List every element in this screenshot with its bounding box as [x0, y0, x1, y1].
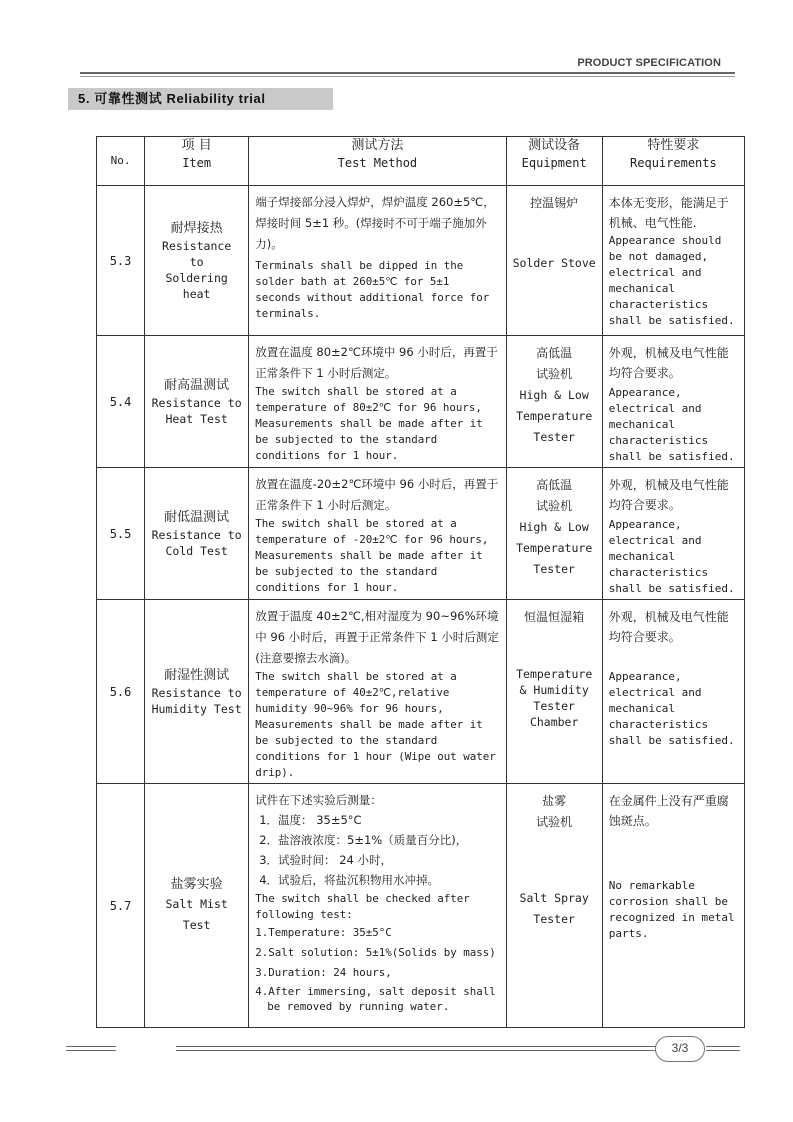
- row-equipment: [506, 600, 602, 784]
- row-item: [145, 186, 249, 336]
- table-header-row: [97, 137, 745, 186]
- document-header-title: PRODUCT SPECIFICATION: [577, 57, 721, 69]
- header-equipment-zh: 测试设备: [528, 138, 581, 153]
- method-zh-step: 2．盐溶液浓度：5±1%（质量百分比)，: [259, 833, 468, 847]
- header-rule: [80, 72, 735, 74]
- table-row: [97, 784, 745, 1028]
- footer-rule: [176, 1050, 656, 1051]
- row-equipment: [506, 784, 602, 1028]
- equipment-zh: 控温锡炉: [530, 196, 579, 210]
- header-item-zh: 项 目: [181, 138, 212, 153]
- requirements-zh: 外观，机械及电气性能均符合要求。: [608, 478, 729, 512]
- header-requirements-zh: 特性要求: [647, 138, 700, 153]
- header-requirements-en: Requirements: [630, 156, 717, 170]
- item-en: Resistance to Heat Test: [151, 395, 242, 426]
- row-requirements: [602, 600, 744, 784]
- method-en: The switch shall be stored at a temperature of 80±2℃ for 96 hours, Measurements shall be made after it be subjected to the standard conditions for 1 hour.: [255, 385, 483, 462]
- row-method: [249, 186, 506, 336]
- item-zh: 耐低温测试: [164, 509, 230, 525]
- item-zh: 盐雾实验: [170, 876, 223, 892]
- table-row: [97, 468, 745, 600]
- requirements-zh: 本体无变形，能满足于机械、电气性能.: [608, 196, 729, 230]
- requirements-en: Appearance, electrical and mechanical characteristics shall be satisfied.: [608, 386, 735, 463]
- row-equipment: [506, 336, 602, 468]
- section-title: 5. 可靠性测试 Reliability trial: [68, 88, 333, 110]
- equipment-zh: 盐雾 试验机: [536, 794, 573, 829]
- method-en-step: 3.Duration: 24 hours,: [255, 966, 392, 979]
- item-en: Resistance to Humidity Test: [151, 685, 242, 716]
- method-en-step: 1.Temperature: 35±5°C: [255, 926, 392, 939]
- row-item: [145, 468, 249, 600]
- method-en: Terminals shall be dipped in the solder bath at 260±5℃ for 5±1 seconds without additional force for terminals.: [255, 259, 490, 320]
- header-no: No.: [97, 137, 145, 186]
- item-zh: 耐湿性测试: [164, 667, 230, 683]
- page-number-badge: 3/3: [655, 1036, 705, 1062]
- footer-rule: [706, 1046, 740, 1047]
- method-en: The switch shall be stored at a temperature of -20±2℃ for 96 hours, Measurements shall be made after it be subjected to the standard conditions for 1 hour.: [255, 517, 489, 594]
- requirements-zh: 外观，机械及电气性能均符合要求。: [608, 610, 729, 644]
- row-number: 5.4: [97, 336, 145, 468]
- row-requirements: [602, 468, 744, 600]
- row-number: 5.6: [97, 600, 145, 784]
- header-requirements: [602, 137, 744, 186]
- equipment-en: High & Low Temperature Tester: [516, 520, 593, 576]
- item-en: Resistance to Cold Test: [151, 527, 242, 558]
- header-item-en: Item: [182, 156, 212, 170]
- header-method: [249, 137, 506, 186]
- row-item: [145, 600, 249, 784]
- method-zh-step: 1．温度： 35±5°C: [259, 813, 362, 827]
- row-method: [249, 784, 506, 1028]
- method-zh: 放置在温度-20±2℃环境中 96 小时后，再置于正常条件下 1 小时后测定。: [255, 477, 499, 512]
- header-method-en: Test Method: [337, 156, 418, 170]
- item-zh: 耐高温测试: [164, 377, 230, 393]
- row-item: [145, 336, 249, 468]
- equipment-en: High & Low Temperature Tester: [516, 388, 593, 444]
- header-method-zh: 测试方法: [351, 138, 404, 153]
- footer-rule: [706, 1050, 740, 1051]
- method-zh: 端子焊接部分浸入焊炉，焊炉温度 260±5℃，焊接时间 5±1 秒。(焊接时不可于端子施加外力)。: [255, 195, 495, 251]
- row-requirements: [602, 336, 744, 468]
- equipment-en: Solder Stove: [512, 256, 596, 270]
- requirements-en: No remarkable corrosion shall be recognized in metal parts.: [608, 879, 735, 940]
- requirements-zh: 在金属件上没有严重腐蚀斑点。: [608, 794, 729, 828]
- row-requirements: [602, 186, 744, 336]
- footer-rule: [66, 1050, 116, 1051]
- equipment-zh: 恒温恒湿箱: [524, 610, 585, 624]
- row-method: [249, 600, 506, 784]
- row-method: [249, 336, 506, 468]
- row-equipment: [506, 186, 602, 336]
- row-number: 5.3: [97, 186, 145, 336]
- item-zh: 耐焊接热: [170, 220, 223, 236]
- reliability-table: [96, 136, 745, 1028]
- row-number: 5.7: [97, 784, 145, 1028]
- method-zh-step: 4．试验后，将盐沉积物用水冲掉。: [259, 873, 440, 887]
- method-zh-step: 3．试验时间： 24 小时，: [259, 853, 392, 867]
- header-equipment: [506, 137, 602, 186]
- table-row: [97, 186, 745, 336]
- row-requirements: [602, 784, 744, 1028]
- method-en: The switch shall be stored at a temperature of 40±2℃,relative humidity 90~96% for 96 hours, Measurements shall be made after it be subjected to the standard conditions for 1 hour (Wipe out water drip).: [255, 670, 496, 779]
- requirements-en: Appearance, electrical and mechanical characteristics shall be satisfied.: [608, 670, 735, 747]
- method-en-step: 2.Salt solution: 5±1%(Solids by mass): [255, 946, 496, 959]
- equipment-en: Temperature & Humidity Tester Chamber: [516, 667, 593, 729]
- requirements-en: Appearance, electrical and mechanical characteristics shall be satisfied.: [608, 518, 735, 595]
- method-en-intro: The switch shall be checked after following test:: [255, 892, 470, 921]
- table-row: [97, 336, 745, 468]
- item-en: Resistance to Soldering heat: [162, 238, 232, 301]
- method-zh: 放置在温度 80±2℃环境中 96 小时后，再置于正常条件下 1 小时后测定。: [255, 345, 498, 380]
- method-en-step: 4.After immersing, salt deposit shall be removed by running water.: [255, 985, 496, 1013]
- equipment-zh: 高低温 试验机: [536, 346, 573, 381]
- header-rule-thin: [80, 76, 735, 77]
- table-row: [97, 600, 745, 784]
- header-item: [145, 137, 249, 186]
- requirements-zh: 外观，机械及电气性能均符合要求。: [608, 346, 729, 380]
- header-equipment-en: Equipment: [521, 156, 587, 170]
- row-equipment: [506, 468, 602, 600]
- footer-rule: [66, 1046, 116, 1047]
- row-method: [249, 468, 506, 600]
- method-zh: 放置于温度 40±2℃,相对湿度为 90~96%环境中 96 小时后，再置于正常条件下 1 小时后测定(注意要擦去水滴)。: [255, 609, 499, 665]
- footer-rule: [176, 1046, 656, 1047]
- equipment-zh: 高低温 试验机: [536, 478, 573, 513]
- row-number: 5.5: [97, 468, 145, 600]
- item-en: Salt Mist Test: [165, 896, 228, 932]
- requirements-en: Appearance should be not damaged, electrical and mechanical characteristics shall be satisfied.: [608, 234, 735, 327]
- row-item: [145, 784, 249, 1028]
- method-zh-intro: 试件在下述实验后测量：: [255, 793, 382, 807]
- equipment-en: Salt Spray Tester: [519, 891, 589, 926]
